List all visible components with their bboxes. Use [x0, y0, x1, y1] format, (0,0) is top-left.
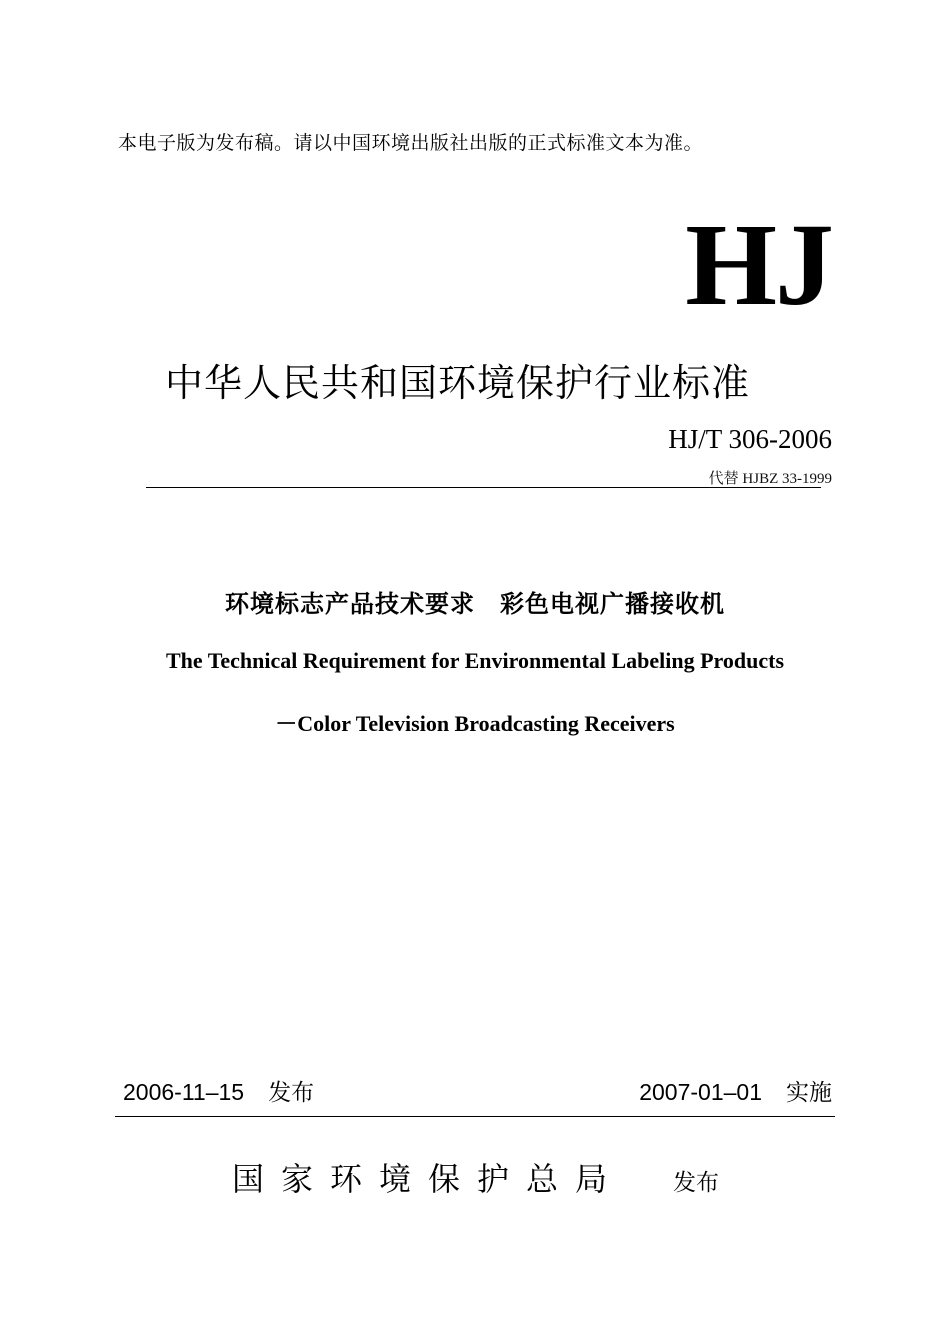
issue-date: 2006-11–15 [123, 1079, 245, 1105]
implementation-date-block [639, 1074, 832, 1107]
implementation-label: 实施 [786, 1080, 832, 1106]
hj-logo-mark: HJ [685, 199, 832, 330]
product-title-en-line2: －Color Television Broadcasting Receivers [275, 711, 675, 736]
product-title-en-line1: The Technical Requirement for Environmental Labeling Products [165, 648, 785, 673]
issue-label: 发布 [268, 1080, 315, 1106]
distribution-notice: 本电子版为发布稿。请以中国环境出版社出版的正式标准文本为准。 [118, 132, 704, 154]
issue-date-block [123, 1074, 314, 1107]
issuing-authority: 国家环境保护总局 [232, 1160, 625, 1198]
implementation-date: 2007-01–01 [639, 1079, 762, 1105]
product-title-cn: 环境标志产品技术要求 彩色电视广播接收机 [225, 590, 725, 618]
bottom-divider [115, 1116, 835, 1117]
standard-category-title: 中华人民共和国环境保护行业标准 [165, 361, 751, 405]
top-divider [146, 487, 821, 488]
issuing-action: 发布 [673, 1170, 719, 1196]
standard-code: HJ/T 306-2006 [668, 424, 832, 454]
replaces-standard: 代替 HJBZ 33-1999 [708, 471, 832, 487]
